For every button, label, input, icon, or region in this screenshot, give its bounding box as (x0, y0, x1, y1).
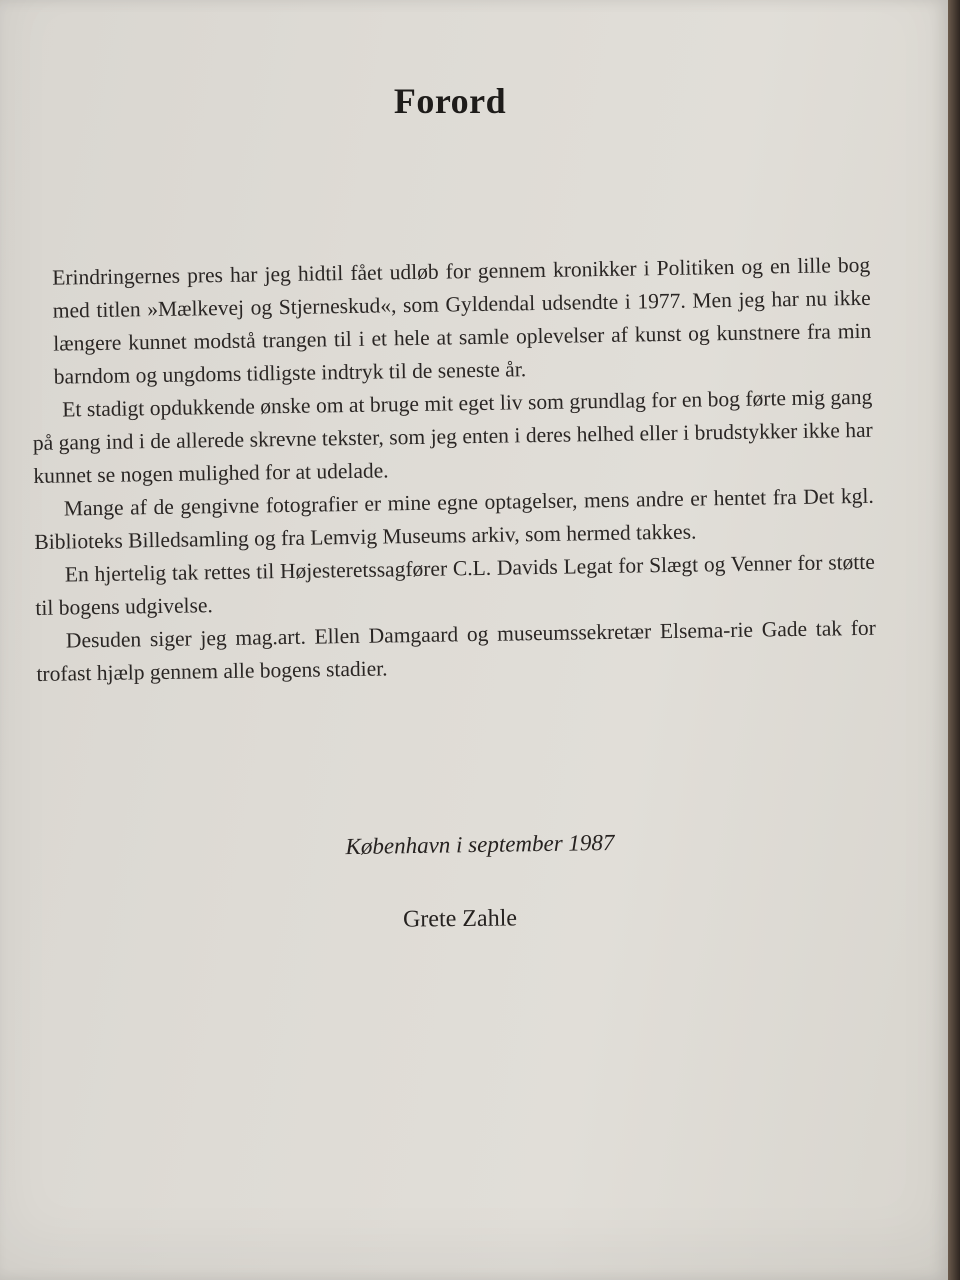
author-signature: Grete Zahle (402, 905, 518, 933)
page-edge-shadow (948, 0, 960, 1280)
paragraph-1: Erindringernes pres har jeg hidtil fået udløb for gennem kronikker i Politiken og en lille bog med titlen »Mælkevej og Stjerneskud«, som Gyldendal udsendte i 1977. Men jeg har nu ikke længere kunnet modstå trangen til i et hele at samle oplevelser af kunst og kunstnere fra min barndom og ungdoms tidligste indtryk til de seneste år. (52, 252, 872, 389)
place-and-date: København i september 1987 (345, 829, 615, 860)
paragraph-3: Mange af de gengivne fotografier er mine egne optagelser, mens andre er hentet fra Det kgl. Biblioteks Billedsamling og fra Lemvig Museums arkiv, som hermed takkes. (34, 483, 874, 554)
paragraph-2: Et stadigt opdukkende ønske om at bruge mit eget liv som grundlag for en bog førte mig gang på gang ind i de allerede skrevne tekster, som jeg enten i deres helhed eller i brudstykker ikke har kunnet se nogen mulighed for at udelade. (32, 384, 873, 488)
paragraph-5: Desuden siger jeg mag.art. Ellen Damgaard og museumssekretær Elsema-rie Gade tak for trofast hjælp gennem alle bogens stadier. (36, 615, 877, 686)
page-title: Forord (393, 81, 507, 122)
paragraph-4: En hjertelig tak rettes til Højesteretssagfører C.L. Davids Legat for Slægt og Venner for støtte til bogens udgivelse. (35, 549, 876, 620)
foreword-body (30, 249, 877, 691)
